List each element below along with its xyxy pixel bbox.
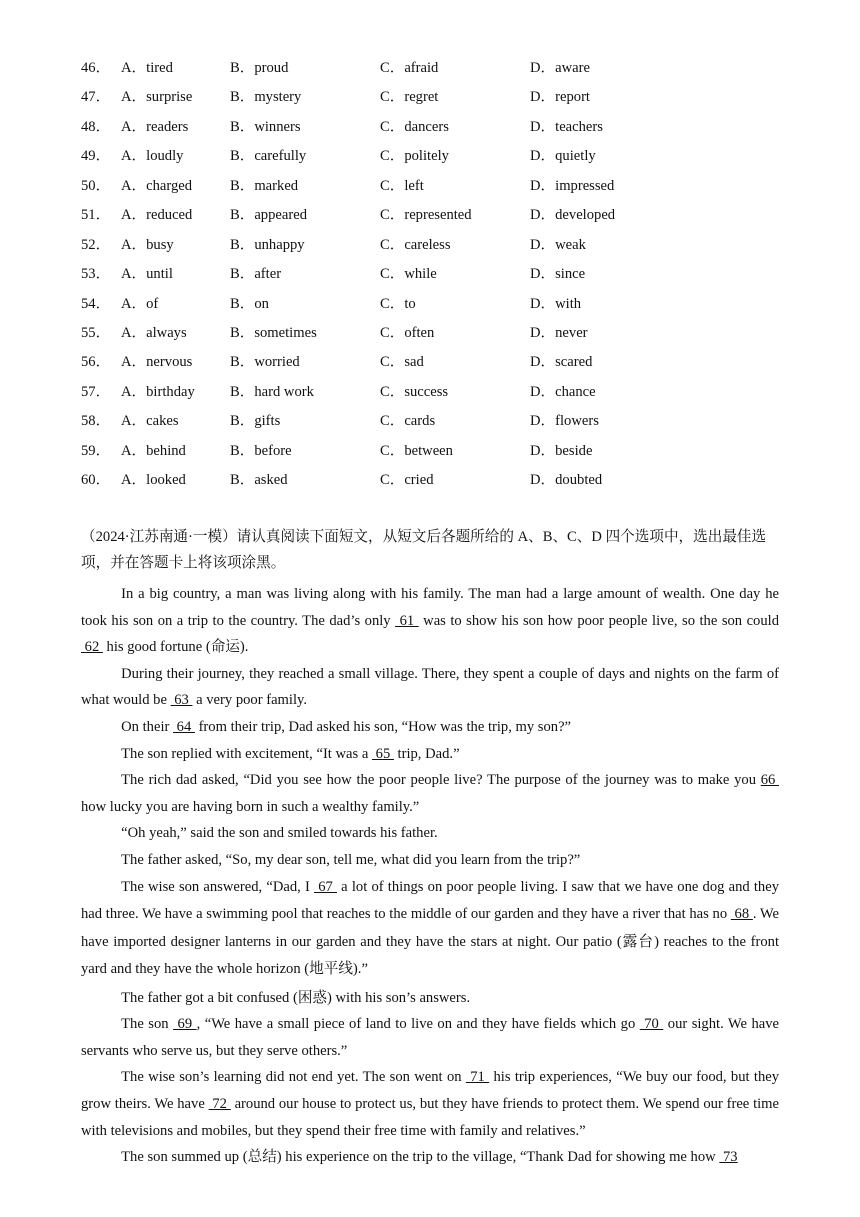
option-c: C．afraid xyxy=(380,60,439,76)
paragraph-4 xyxy=(81,741,779,768)
paragraph-3 xyxy=(81,714,779,741)
option-row xyxy=(81,441,781,470)
paragraph-7 xyxy=(81,847,779,874)
text-run: was to show his son how poor people live, so the son could xyxy=(418,612,779,629)
option-row xyxy=(81,323,781,352)
text-run: In a big country, a man was living along with his family. The man had a large amount of wealth. One day he took his son on a trip to the country. The dad’s only xyxy=(81,586,779,629)
option-row xyxy=(81,58,781,87)
paragraph-11 xyxy=(81,1064,779,1144)
text-run: During their journey, they reached a small village. There, they spent a couple of days and nights on the farm of what would be xyxy=(81,665,779,709)
answer-options xyxy=(81,58,781,500)
option-row xyxy=(81,382,781,411)
option-c: C．to xyxy=(380,295,416,312)
text-run: a lot of things on poor people living. I saw that we have one dog and they had three. We have a swimming pool that reaches to the middle of our garden and they have a river that has no xyxy=(81,878,780,923)
option-row xyxy=(81,470,781,499)
option-b: B．after xyxy=(230,266,282,283)
option-d: D．report xyxy=(530,89,590,106)
option-c: C．success xyxy=(380,383,449,400)
option-row xyxy=(81,205,781,234)
option-c: C．sad xyxy=(380,354,424,371)
option-a: A．birthday xyxy=(121,383,195,400)
option-row xyxy=(81,87,781,116)
option-b: B．hard work xyxy=(230,383,314,400)
option-a: A．nervous xyxy=(121,354,193,371)
option-b: B．unhappy xyxy=(230,236,305,253)
blank-67: 67 xyxy=(314,878,337,895)
option-row xyxy=(81,146,781,175)
option-b: B．appeared xyxy=(230,207,307,224)
blank-73: 73 xyxy=(719,1149,738,1166)
option-b: B．gifts xyxy=(230,413,281,430)
option-b: B．asked xyxy=(230,472,288,489)
option-c: C．careless xyxy=(380,236,451,253)
text-run: The wise son’s learning did not end yet. The son went on xyxy=(121,1069,466,1086)
text-run: On their xyxy=(121,718,174,735)
option-row xyxy=(81,294,781,323)
text-run: The son replied with excitement, “It was a xyxy=(121,745,372,762)
option-row xyxy=(81,264,781,293)
question-number: 58． xyxy=(81,413,111,430)
blank-65: 65 xyxy=(372,745,394,762)
text-run: The father asked, “So, my dear son, tell me, what did you learn from the trip?” xyxy=(121,851,581,868)
option-d: D．beside xyxy=(530,442,593,459)
option-row xyxy=(81,352,781,381)
option-row xyxy=(81,117,781,146)
text-run: from their trip, Dad asked his son, “How was the trip, my son?” xyxy=(194,718,572,735)
option-d: D．teachers xyxy=(530,118,603,135)
blank-63: 63 xyxy=(170,692,193,709)
option-a: A．charged xyxy=(121,177,193,194)
text-run: , “We have a small piece of land to live on and they have fields which go xyxy=(196,1016,640,1033)
text-run: The wise son answered, “Dad, I xyxy=(121,878,315,895)
text-run: around our house to protect us, but they have friends to protect them. We spend our free time with televisions and mobiles, but they spend their free time with family and relatives.” xyxy=(81,1095,780,1139)
option-a: A．of xyxy=(121,295,159,312)
text-run: a very poor family. xyxy=(192,692,308,709)
question-number: 60． xyxy=(81,472,111,489)
text-run: The son xyxy=(121,1016,174,1033)
paragraph-6 xyxy=(81,820,779,847)
option-a: A．busy xyxy=(121,236,174,253)
question-number: 48． xyxy=(81,118,111,135)
blank-61: 61 xyxy=(395,612,419,629)
option-a: A．surprise xyxy=(121,89,193,106)
option-a: A．always xyxy=(121,324,187,341)
question-number: 51． xyxy=(81,207,111,224)
option-row xyxy=(81,176,781,205)
option-d: D．aware xyxy=(530,60,590,76)
option-b: B．proud xyxy=(230,60,289,76)
text-run: The father got a bit confused (困惑) with his son’s answers. xyxy=(121,989,471,1006)
question-number: 53． xyxy=(81,266,111,283)
blank-66: 66 xyxy=(760,772,779,789)
option-b: B．before xyxy=(230,442,292,459)
option-a: A．tired xyxy=(121,60,173,76)
option-d: D．flowers xyxy=(530,413,599,430)
blank-68: 68 xyxy=(730,906,753,923)
option-c: C．represented xyxy=(380,207,472,224)
paragraph-8 xyxy=(81,874,779,984)
option-b: B．marked xyxy=(230,177,299,194)
option-c: C．while xyxy=(380,266,437,283)
option-a: A．readers xyxy=(121,118,189,135)
blank-72: 72 xyxy=(208,1095,231,1112)
option-d: D．scared xyxy=(530,354,593,371)
section-intro xyxy=(81,524,779,576)
question-number: 52． xyxy=(81,236,111,253)
option-c: C．cards xyxy=(380,413,436,430)
option-d: D．impressed xyxy=(530,177,615,194)
option-d: D．weak xyxy=(530,236,586,253)
option-d: D．quietly xyxy=(530,148,596,165)
option-c: C．left xyxy=(380,177,424,194)
blank-64: 64 xyxy=(173,718,195,735)
blank-70: 70 xyxy=(639,1016,664,1033)
text-run: his good fortune (命运). xyxy=(102,639,249,656)
option-c: C．cried xyxy=(380,472,434,489)
option-d: D．never xyxy=(530,324,588,341)
question-number: 55． xyxy=(81,324,111,341)
question-number: 46． xyxy=(81,60,111,76)
paragraph-10 xyxy=(81,1011,779,1064)
option-c: C．regret xyxy=(380,89,439,106)
option-a: A．looked xyxy=(121,472,186,489)
option-d: D．since xyxy=(530,266,586,283)
option-row xyxy=(81,235,781,264)
text-run: The rich dad asked, “Did you see how the poor people live? The purpose of the journey was to make you xyxy=(121,772,761,789)
text-run: his trip experiences, “We buy our food, but they grow theirs. We have xyxy=(81,1069,780,1112)
option-a: A．reduced xyxy=(121,207,193,224)
paragraph-2 xyxy=(81,661,779,714)
option-d: D．chance xyxy=(530,383,596,400)
paragraph-5 xyxy=(81,767,779,820)
question-number: 50． xyxy=(81,177,111,194)
text-run: how lucky you are having born in such a wealthy family.” xyxy=(81,798,420,815)
option-b: B．mystery xyxy=(230,89,302,106)
cloze-passage xyxy=(81,581,779,1171)
option-c: C．between xyxy=(380,442,453,459)
option-b: B．sometimes xyxy=(230,324,317,341)
option-d: D．developed xyxy=(530,207,616,224)
option-b: B．worried xyxy=(230,354,300,371)
option-a: A．behind xyxy=(121,442,186,459)
question-number: 57． xyxy=(81,383,111,400)
question-number: 54． xyxy=(81,295,111,312)
blank-62: 62 xyxy=(81,639,103,656)
question-number: 56． xyxy=(81,354,111,371)
option-a: A．cakes xyxy=(121,413,179,430)
option-a: A．until xyxy=(121,266,173,283)
option-d: D．doubted xyxy=(530,472,603,489)
option-d: D．with xyxy=(530,295,582,312)
text-run: “Oh yeah,” said the son and smiled towards his father. xyxy=(121,825,438,842)
paragraph-9 xyxy=(81,985,779,1012)
option-b: B．winners xyxy=(230,118,301,135)
text-run: The son summed up (总结) his experience on the trip to the village, “Thank Dad for showing me how xyxy=(121,1149,720,1166)
option-c: C．dancers xyxy=(380,118,449,135)
option-b: B．carefully xyxy=(230,148,307,165)
option-a: A．loudly xyxy=(121,148,184,165)
text-run: our sight. We have servants who serve us, but they serve others.” xyxy=(81,1016,780,1059)
blank-69: 69 xyxy=(173,1016,197,1033)
question-number: 49． xyxy=(81,148,111,165)
question-number: 47． xyxy=(81,89,111,106)
question-number: 59． xyxy=(81,442,111,459)
text-run: trip, Dad.” xyxy=(393,745,460,762)
intro-text: （2024·江苏南通·一模）请认真阅读下面短文，从短文后各题所给的 A、B、C、D 四个选项中，选出最佳选项，并在答题卡上将该项涂黑。 xyxy=(81,529,767,571)
paragraph-1 xyxy=(81,581,779,661)
paragraph-12 xyxy=(81,1144,779,1171)
blank-71: 71 xyxy=(465,1069,490,1086)
text-run: . We have imported designer lanterns in our garden and they have the stars at night. Our patio (露台) reaches to the front yard and they have the whole horizon (地平线).” xyxy=(81,906,779,978)
option-c: C．politely xyxy=(380,148,449,165)
option-row xyxy=(81,411,781,440)
option-b: B．on xyxy=(230,295,269,312)
option-c: C．often xyxy=(380,324,435,341)
